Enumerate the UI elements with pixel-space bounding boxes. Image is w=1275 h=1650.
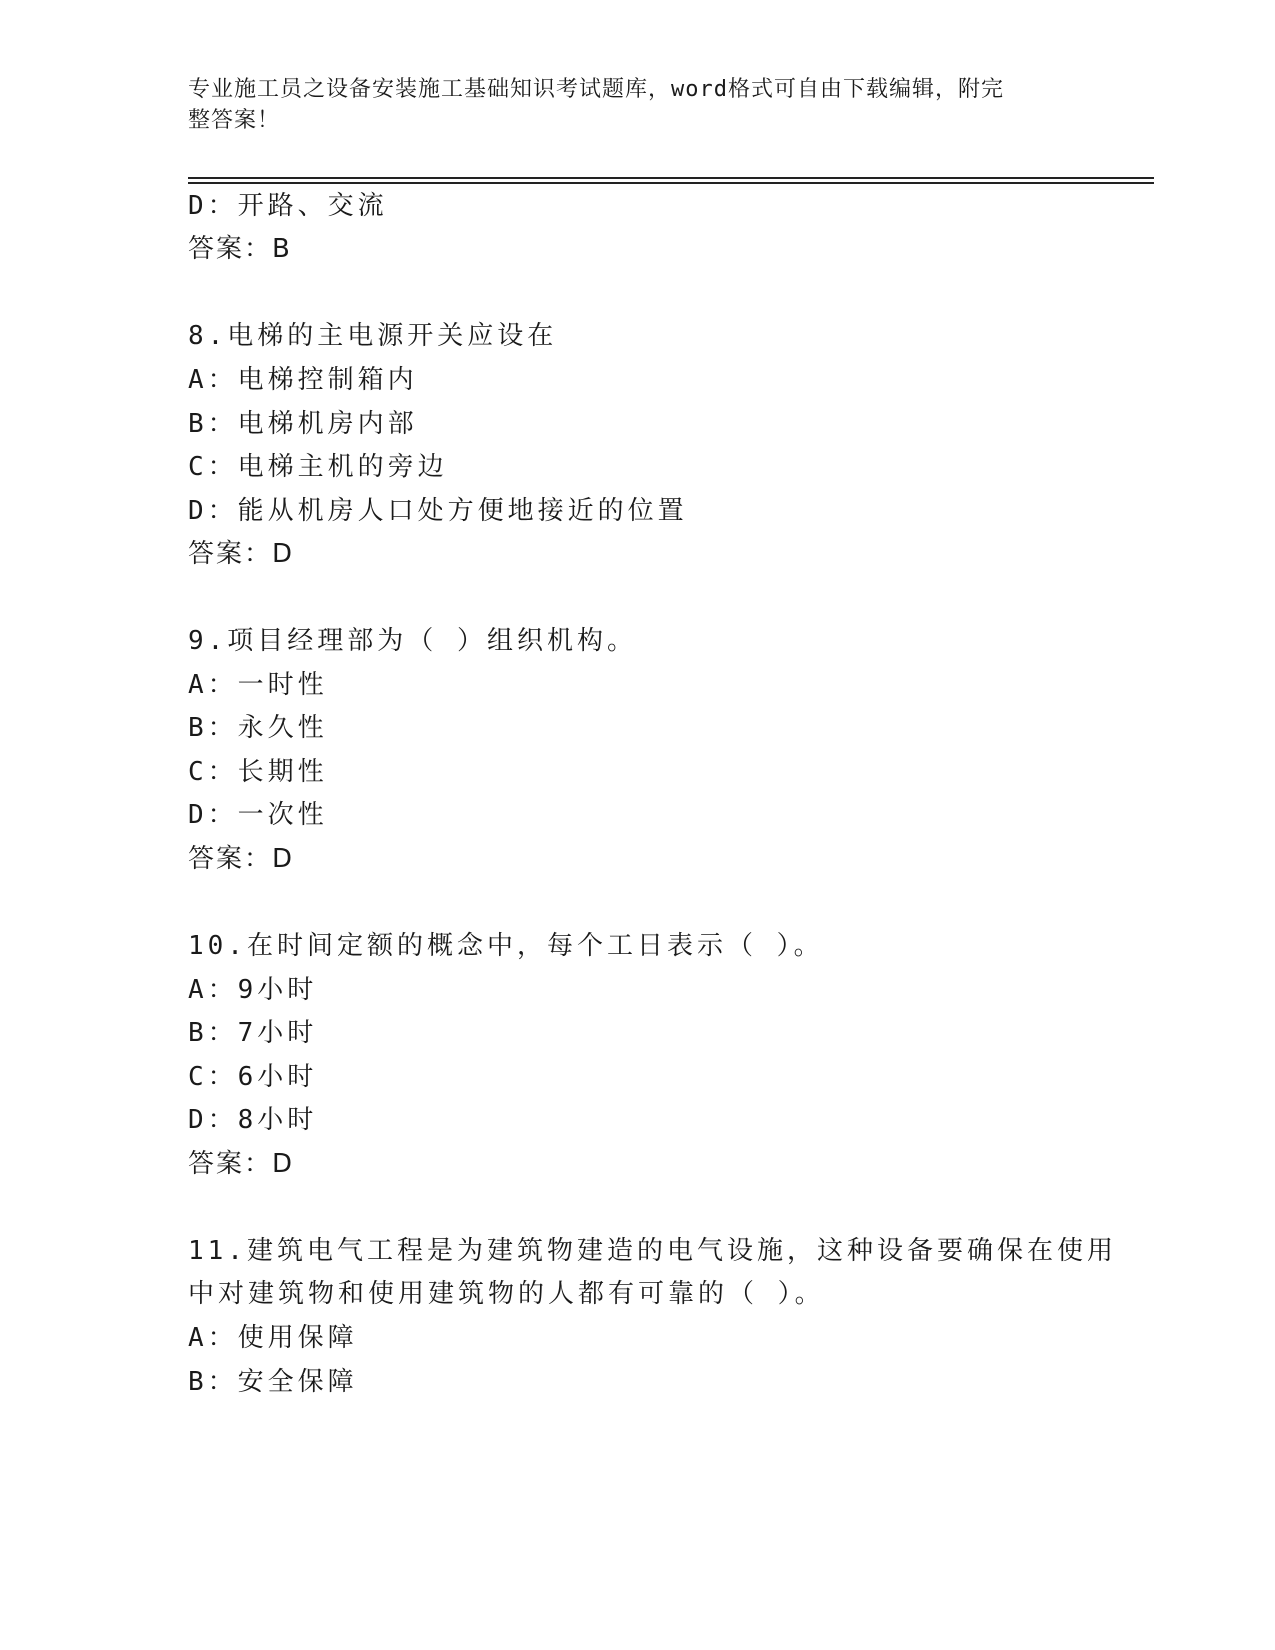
option-a-q9: A：一时性 [188,670,328,700]
answer-q9: 答案：D [188,844,295,874]
header-divider-bottom [188,182,1154,184]
question-11-line-1: 11.建筑电气工程是为建筑物建造的电气设施，这种设备要确保在使用 [188,1236,1117,1266]
option-d-q8: D：能从机房人口处方便地接近的位置 [188,496,688,526]
option-b-q10: B：7小时 [188,1018,318,1048]
header-title-line-2: 整答案！ [188,108,281,133]
document-header [188,74,1068,136]
option-c-q8: C：电梯主机的旁边 [188,452,448,482]
header-title-line-1: 专业施工员之设备安装施工基础知识考试题库，word格式可自由下载编辑，附完 [188,77,1004,102]
question-10: 10.在时间定额的概念中，每个工日表示（ ）。 [188,931,824,961]
option-c-q10: C：6小时 [188,1062,318,1092]
header-divider-top [188,177,1154,179]
answer-q7: 答案：B [188,234,292,264]
option-b-q9: B：永久性 [188,713,328,743]
option-a-q11: A：使用保障 [188,1323,358,1353]
option-d-q9: D：一次性 [188,800,328,830]
option-c-q9: C：长期性 [188,757,328,787]
option-a-q10: A：9小时 [188,975,318,1005]
option-d-q10: D：8小时 [188,1105,318,1135]
answer-q10: 答案：D [188,1149,295,1179]
option-b-q11: B：安全保障 [188,1367,358,1397]
answer-q8: 答案：D [188,539,295,569]
option-a-q8: A：电梯控制箱内 [188,365,418,395]
question-9: 9.项目经理部为（ ）组织机构。 [188,626,637,656]
option-b-q8: B：电梯机房内部 [188,409,418,439]
question-8: 8.电梯的主电源开关应设在 [188,321,558,351]
option-d-q7: D：开路、交流 [188,191,388,221]
question-11-line-2: 中对建筑物和使用建筑物的人都有可靠的（ ）。 [188,1279,825,1309]
